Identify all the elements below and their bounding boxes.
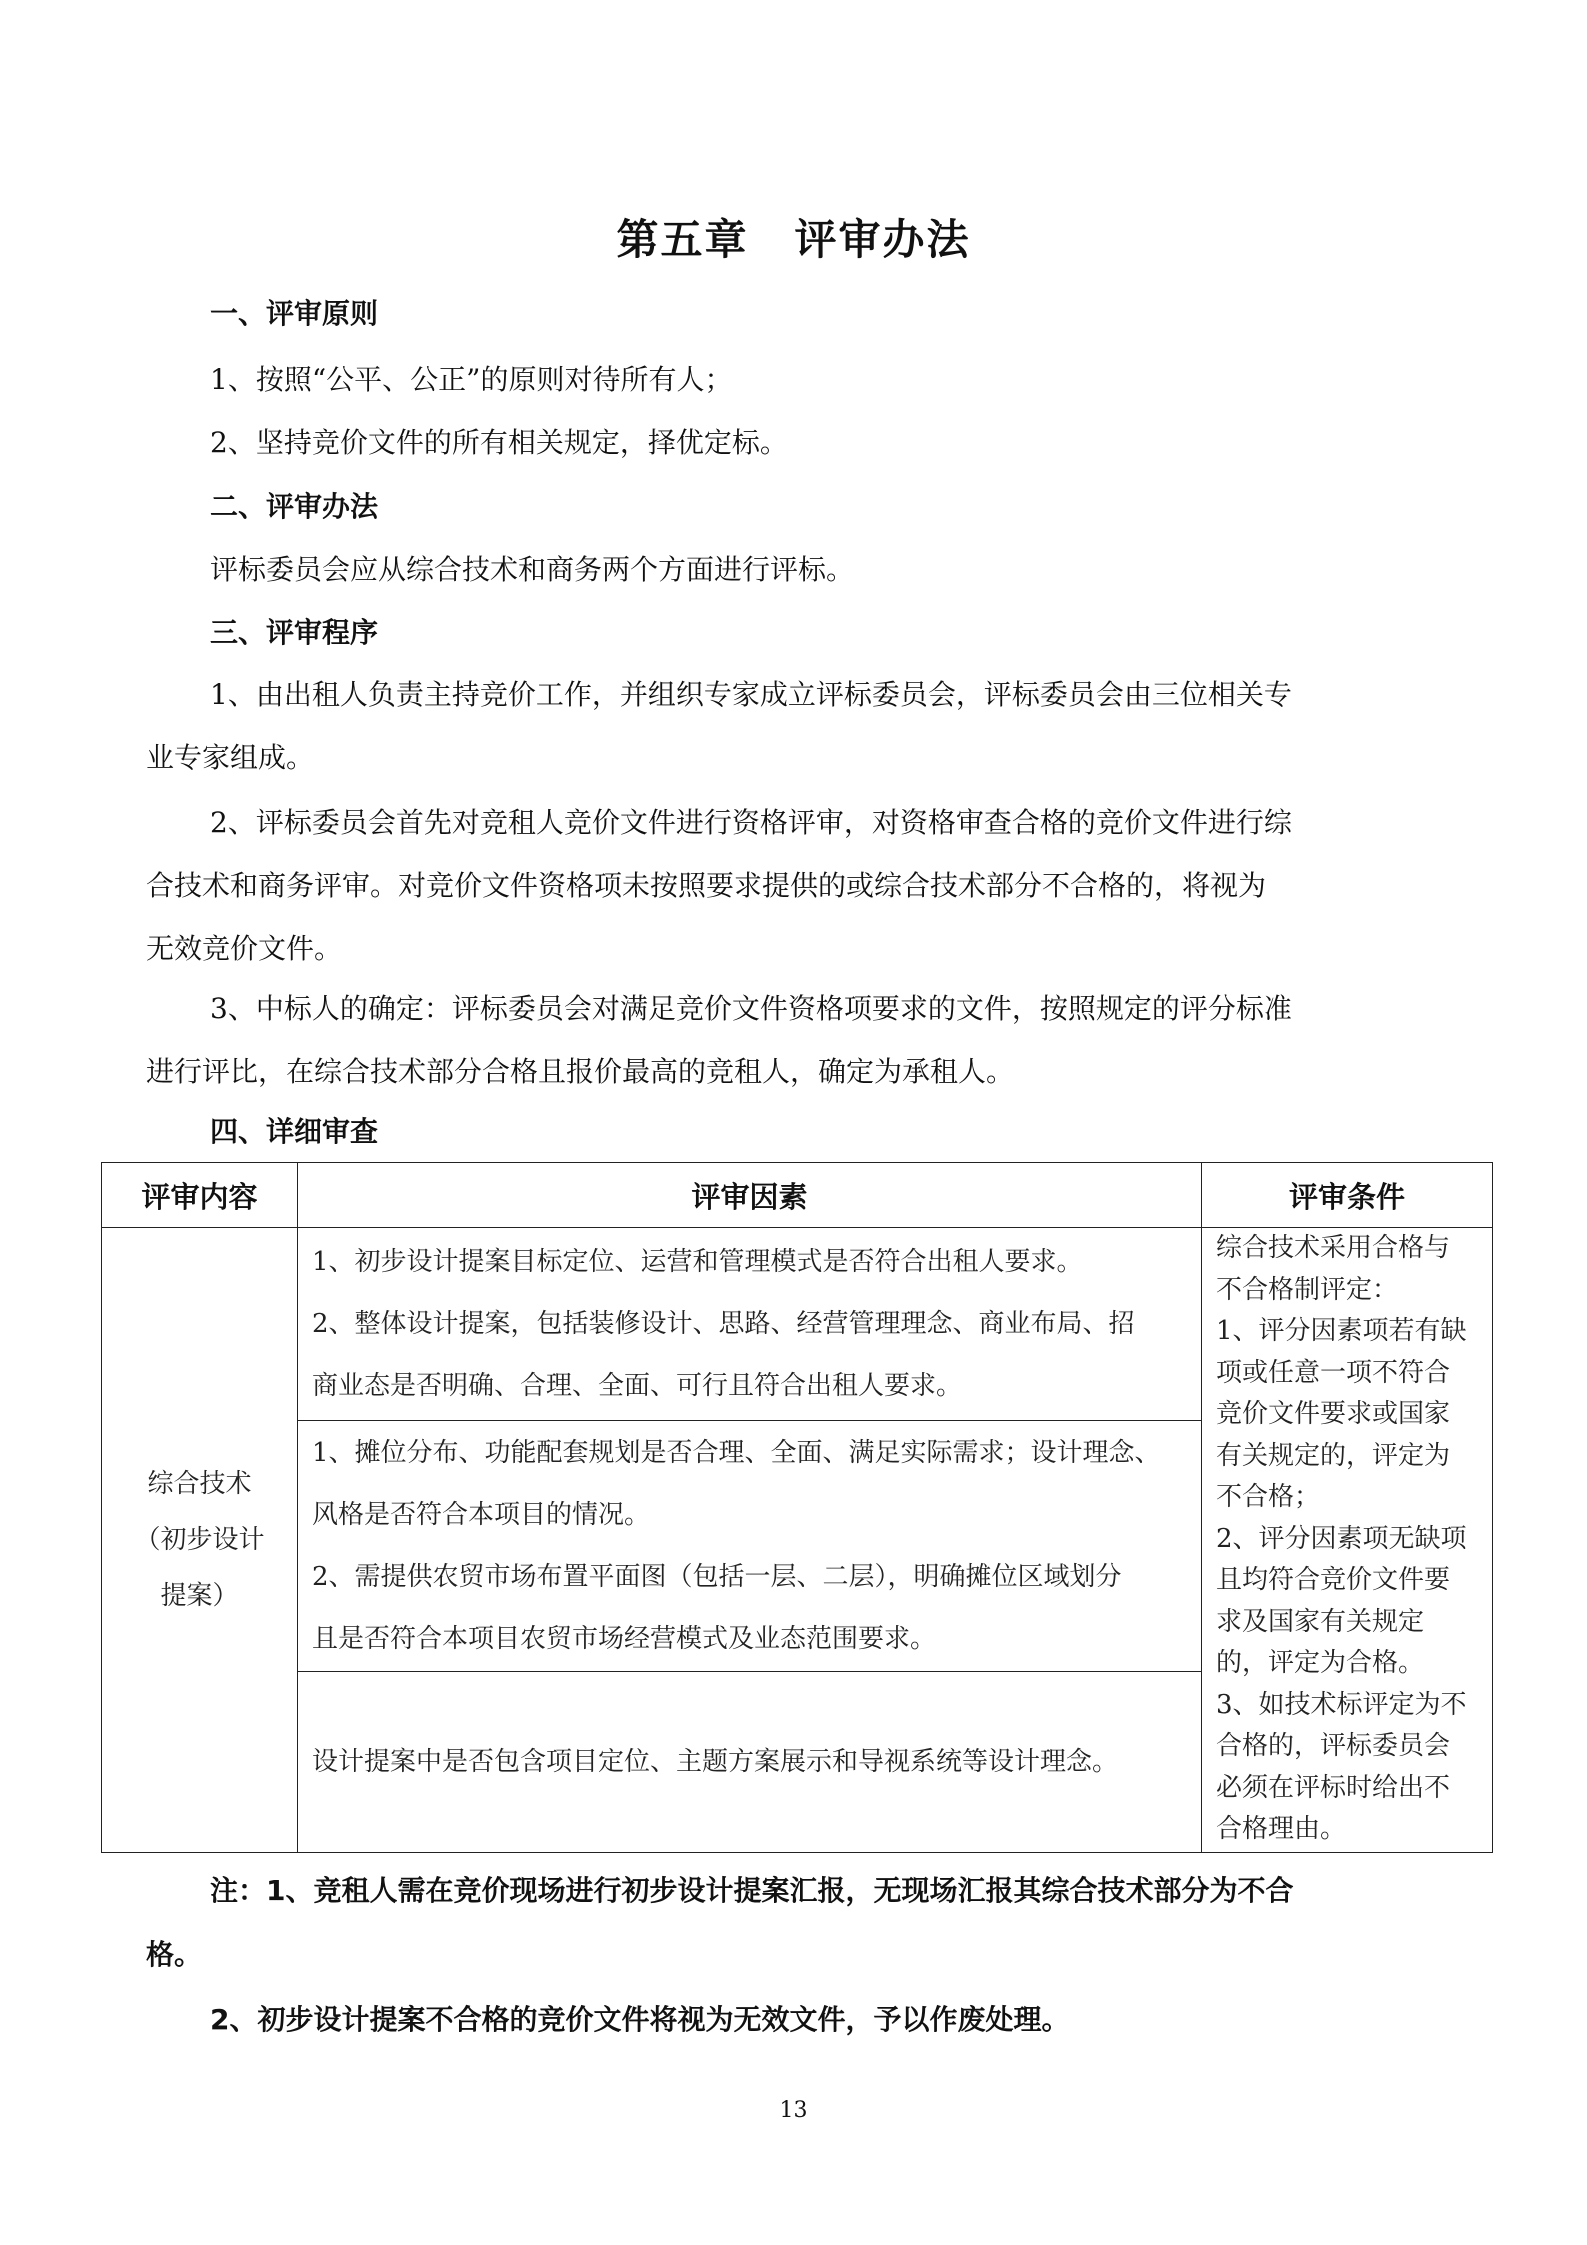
condition-line: 不合格制评定： [1216,1274,1399,1305]
condition-line: 1、评分因素项若有缺 [1216,1316,1467,1346]
condition-line: 3、如技术标评定为不 [1216,1689,1467,1720]
principle-item-2: 2、坚持竞价文件的所有相关规定，择优定标。 [210,426,788,459]
conditions-cell [1202,1228,1493,1853]
condition-line: 必须在评标时给出不 [1216,1772,1451,1803]
section-heading-detailed-review: 四、详细审查 [210,1115,379,1148]
review-table [101,1162,1493,1853]
chapter-title [0,207,1587,267]
section-heading-procedure: 三、评审程序 [210,616,379,649]
header-conditions: 评审条件 [1202,1163,1493,1228]
condition-line: 合格的，评标委员会 [1216,1731,1451,1761]
factor-line: 1、摊位分布、功能配套规划是否合理、全面、满足实际需求；设计理念、 [312,1438,1161,1468]
procedure-p1-line1: 1、由出租人负责主持竞价工作，并组织专家成立评标委员会，评标委员会由三位相关专 [210,678,1292,711]
condition-line: 项或任意一项不符合 [1216,1357,1451,1388]
procedure-p2-line1: 2、评标委员会首先对竞租人竞价文件进行资格评审，对资格审查合格的竞价文件进行综 [210,806,1292,839]
procedure-p2-line2: 合技术和商务评审。对竞价文件资格项未按照要求提供的或综合技术部分不合格的，将视为 [146,869,1267,902]
condition-line: 竞价文件要求或国家 [1216,1399,1451,1429]
content-cell [102,1228,298,1853]
chapter-number: 第五章 [616,215,749,264]
note-2: 2、初步设计提案不合格的竞价文件将视为无效文件，予以作废处理。 [210,2003,1070,2036]
factor-line: 2、需提供农贸市场布置平面图（包括一层、二层），明确摊位区域划分 [312,1562,1122,1592]
factor-line: 2、整体设计提案，包括装修设计、思路、经营管理理念、商业布局、招 [312,1309,1135,1339]
condition-line: 不合格； [1216,1482,1321,1512]
header-factors: 评审因素 [298,1163,1202,1228]
factor-line: 风格是否符合本项目的情况。 [312,1500,651,1530]
content-line: 提案） [160,1581,239,1611]
factor-line: 且是否符合本项目农贸市场经营模式及业态范围要求。 [312,1624,937,1654]
procedure-p2-line3: 无效竞价文件。 [146,932,343,965]
procedure-p3-line1: 3、中标人的确定：评标委员会对满足竞价文件资格项要求的文件，按照规定的评分标准 [210,992,1292,1025]
condition-line: 的，评定为合格。 [1216,1648,1425,1678]
procedure-p1-line2: 业专家组成。 [146,741,315,774]
chapter-name: 评审办法 [794,215,971,264]
factor-line: 设计提案中是否包含项目定位、主题方案展示和导视系统等设计理念。 [312,1747,1119,1777]
factor-line: 1、初步设计提案目标定位、运营和管理模式是否符合出租人要求。 [312,1247,1083,1277]
section-heading-method: 二、评审办法 [210,490,379,523]
procedure-p3-line2: 进行评比，在综合技术部分合格且报价最高的竞租人，确定为承租人。 [146,1055,1015,1088]
condition-line: 合格理由。 [1216,1814,1347,1844]
factor-group-3 [298,1672,1202,1853]
table-row [102,1228,1493,1421]
method-text: 评标委员会应从综合技术和商务两个方面进行评标。 [210,553,855,586]
content-line: 综合技术 [147,1469,252,1499]
note-1-line2: 格。 [146,1938,203,1971]
principle-item-1: 1、按照“公平、公正”的原则对待所有人； [210,363,733,396]
note-1-line1: 注：1、竞租人需在竞价现场进行初步设计提案汇报，无现场汇报其综合技术部分为不合 [210,1874,1294,1907]
condition-line: 有关规定的，评定为 [1216,1440,1451,1471]
table-header-row [102,1163,1493,1228]
section-heading-principles: 一、评审原则 [210,297,379,330]
factor-group-2 [298,1421,1202,1672]
content-line: （初步设计 [134,1525,265,1555]
header-content: 评审内容 [102,1163,298,1228]
page-number: 13 [779,2098,808,2123]
factor-line: 商业态是否明确、合理、全面、可行且符合出租人要求。 [312,1371,963,1401]
condition-line: 综合技术采用合格与 [1216,1233,1451,1263]
condition-line: 且均符合竞价文件要 [1216,1565,1451,1595]
factor-group-1 [298,1228,1202,1421]
condition-line: 2、评分因素项无缺项 [1216,1523,1467,1554]
condition-line: 求及国家有关规定 [1216,1606,1425,1637]
